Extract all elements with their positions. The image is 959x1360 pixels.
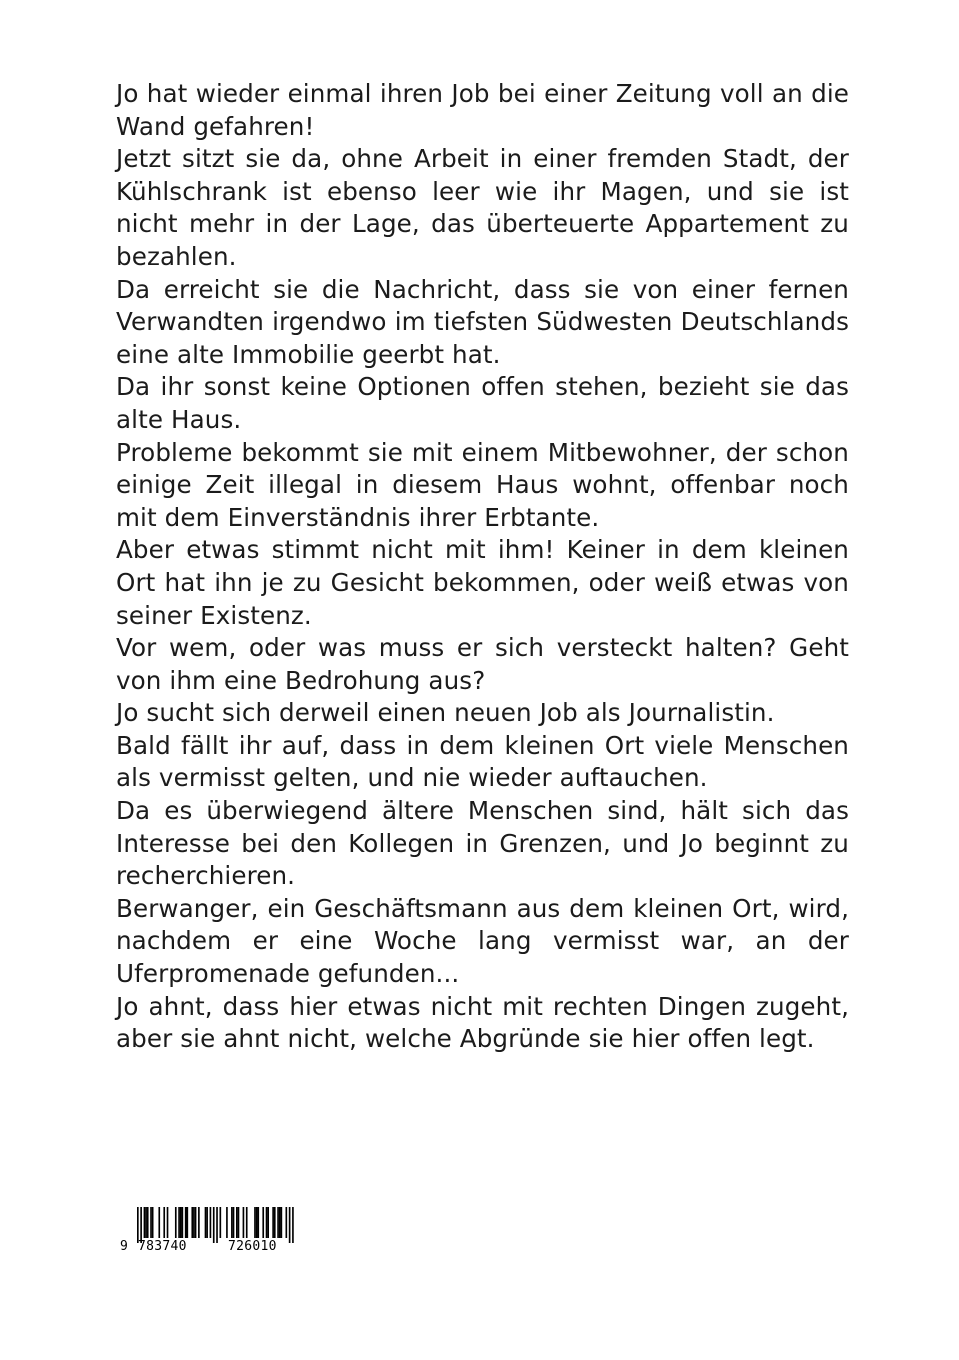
barcode-bar <box>145 1207 147 1238</box>
barcode-bar <box>246 1207 248 1238</box>
barcode-bar <box>147 1207 149 1238</box>
barcode-bar <box>286 1207 288 1238</box>
barcode-bar <box>272 1207 274 1238</box>
barcode-bar <box>238 1207 240 1238</box>
barcode-bar <box>279 1207 281 1238</box>
barcode-bar <box>233 1207 235 1238</box>
barcode-bar <box>140 1207 142 1243</box>
barcode-bar <box>137 1207 139 1243</box>
barcode-bar <box>178 1207 180 1238</box>
barcode-bar <box>185 1207 187 1238</box>
barcode-bar <box>198 1207 200 1238</box>
barcode-graphic <box>118 1207 303 1257</box>
barcode-bar <box>243 1207 245 1238</box>
barcode-bar <box>277 1207 279 1238</box>
barcode-bar <box>266 1207 268 1238</box>
barcode-bar <box>144 1207 146 1238</box>
barcode-bar <box>289 1207 291 1243</box>
barcode-bar <box>187 1207 189 1238</box>
barcode-bar <box>267 1207 269 1238</box>
barcode-bar <box>167 1207 169 1238</box>
blurb-paragraph-2: Jetzt sitzt sie da, ohne Arbeit in einer fremden Stadt, der Kühlschrank ist ebenso leer wie ihr Magen, und sie ist nicht mehr in der Lage, das überteuerte Appartement zu bezahlen. <box>116 144 849 271</box>
blurb-paragraph-1: Jo hat wieder einmal ihren Job bei einer Zeitung voll an die Wand gefahren! <box>116 79 849 141</box>
barcode-bar <box>152 1207 154 1238</box>
barcode-bar <box>158 1207 160 1238</box>
barcode-bar <box>257 1207 259 1238</box>
barcode-lead-digit: 9 <box>120 1239 128 1254</box>
barcode-bar <box>205 1207 207 1238</box>
barcode-bar <box>191 1207 193 1238</box>
blurb-paragraph-3: Da erreicht sie die Nachricht, dass sie von einer fernen Verwandten irgendwo im tiefsten Südwesten Deutschlands eine alte Immobilie geerbt hat. <box>116 274 849 369</box>
blurb-paragraph-5: Probleme bekommt sie mit einem Mitbewohner, der schon einige Zeit illegal in diesem Haus wohnt, offenbar noch mit dem Einverständnis ihrer Erbtante. <box>116 437 849 532</box>
blurb-paragraph-10: Da es überwiegend ältere Menschen sind, hält sich das Interesse bei den Kollegen in Grenzen, und Jo beginnt zu recherchieren. <box>116 796 849 891</box>
barcode-right-digits: 726010 <box>228 1239 277 1254</box>
barcode-bar <box>281 1207 283 1238</box>
barcode-bars <box>137 1207 294 1243</box>
barcode-left-digits: 783740 <box>138 1239 187 1254</box>
blurb-paragraph-4: Da ihr sonst keine Optionen offen stehen, bezieht sie das alte Haus. <box>116 372 849 434</box>
isbn-barcode <box>118 1207 303 1257</box>
barcode-bar <box>226 1207 228 1238</box>
barcode-bar <box>195 1207 197 1238</box>
barcode-bar <box>213 1207 215 1243</box>
barcode-bar <box>193 1207 195 1238</box>
barcode-bar <box>254 1207 256 1238</box>
barcode-bar <box>220 1207 222 1238</box>
barcode-bar <box>210 1207 212 1238</box>
blurb-paragraph-9: Bald fällt ihr auf, dass in dem kleinen Ort viele Menschen als vermisst gelten, und nie wieder auftauchen. <box>116 730 849 793</box>
blurb-paragraph-12: Jo ahnt, dass hier etwas nicht mit rechten Dingen zugeht, aber sie ahnt nicht, welche Abgründe sie hier offen legt. <box>116 991 849 1054</box>
blurb-paragraph-7: Vor wem, oder was muss er sich versteckt halten? Geht von ihm eine Bedrohung aus? <box>116 633 849 695</box>
barcode-bar <box>216 1207 218 1243</box>
barcode-bar <box>206 1207 208 1238</box>
barcode-bar <box>262 1207 264 1238</box>
barcode-bar <box>236 1207 238 1238</box>
barcode-bar <box>180 1207 182 1238</box>
barcode-bar <box>231 1207 233 1238</box>
barcode-bar <box>175 1207 177 1238</box>
barcode-bar <box>163 1207 165 1238</box>
barcode-bar <box>274 1207 276 1238</box>
back-cover-blurb <box>116 78 849 1056</box>
blurb-paragraph-8: Jo sucht sich derweil einen neuen Job als Journalistin. <box>116 698 775 728</box>
blurb-paragraph-6: Aber etwas stimmt nicht mit ihm! Keiner in dem kleinen Ort hat ihn je zu Gesicht bekommen, oder weiß etwas von seiner Existenz. <box>116 535 849 630</box>
barcode-bar <box>182 1207 184 1238</box>
barcode-bar <box>150 1207 152 1238</box>
barcode-bar <box>292 1207 294 1243</box>
blurb-paragraph-11: Berwanger, ein Geschäftsmann aus dem kleinen Ort, wird, nachdem er eine Woche lang vermisst war, an der Uferpromenade gefunden... <box>116 893 849 989</box>
barcode-bar <box>256 1207 258 1238</box>
